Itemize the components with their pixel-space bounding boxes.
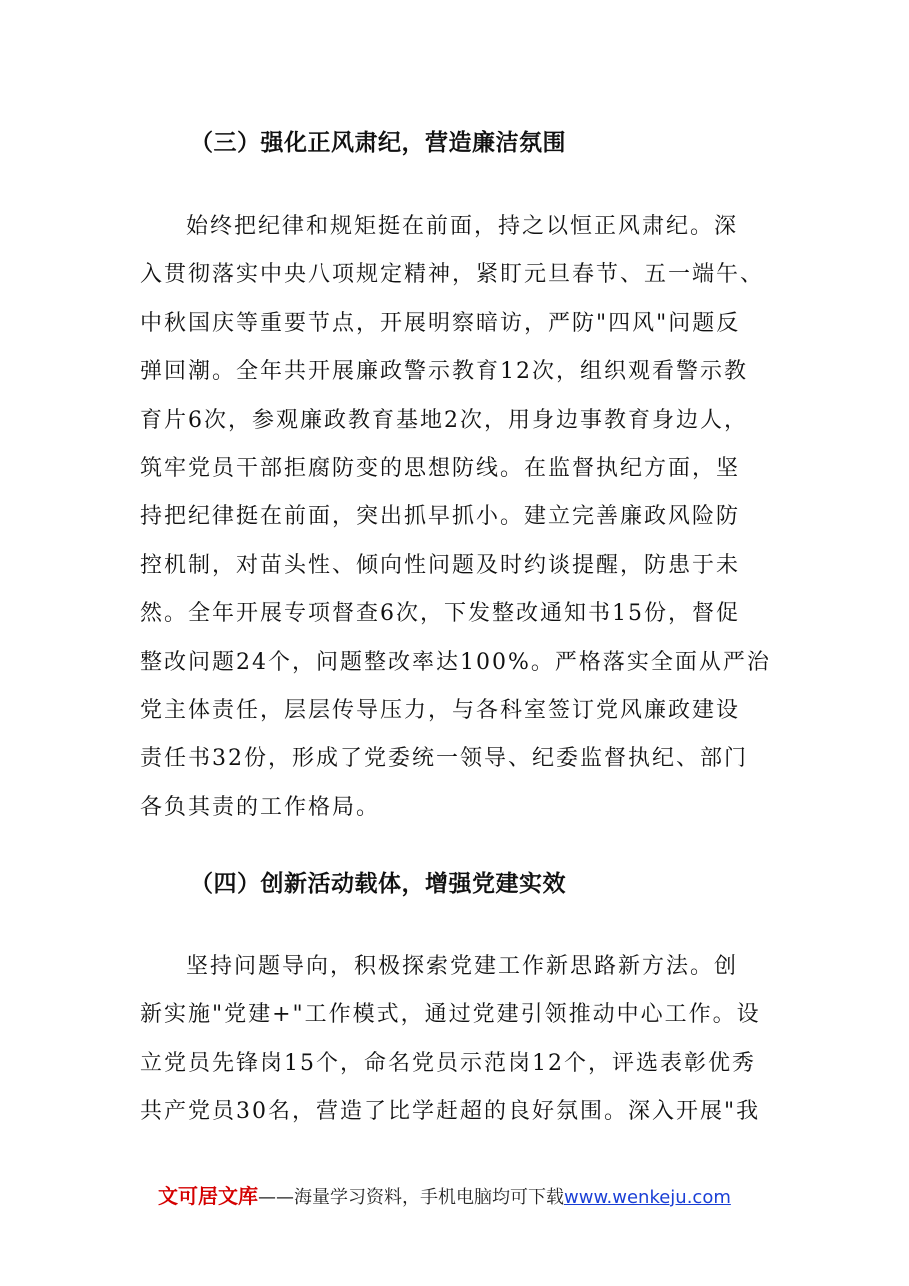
footer-slogan: ——海量学习资料，手机电脑均可下载 (258, 1187, 564, 1208)
paragraph-line: 然。全年开展专项督查6次，下发整改通知书15份，督促 (140, 601, 740, 627)
footer-brand: 文可居文库 (158, 1184, 258, 1208)
paragraph-line: 党主体责任，层层传导压力，与各科室签订党风廉政建设 (140, 697, 741, 723)
section-heading-4: （四）创新活动载体，增强党建实效 (190, 871, 566, 897)
paragraph-line: 整改问题24个，问题整改率达100%。严格落实全面从严治 (140, 649, 771, 675)
paragraph-line: 筑牢党员干部拒腐防变的思想防线。在监督执纪方面，坚 (140, 455, 741, 481)
paragraph-line: 持把纪律挺在前面，突出抓早抓小。建立完善廉政风险防 (140, 504, 741, 530)
paragraph-line: 育片6次，参观廉政教育基地2次，用身边事教育身边人， (140, 407, 748, 433)
paragraph-line: 共产党员30名，营造了比学赶超的良好氛围。深入开展"我 (140, 1099, 761, 1125)
paragraph-line: 中秋国庆等重要节点，开展明察暗访，严防"四风"问题反 (140, 310, 741, 336)
paragraph-section-4 (140, 947, 780, 1141)
paragraph-line: 入贯彻落实中央八项规定精神，紧盯元旦春节、五一端午、 (140, 262, 765, 288)
paragraph-line: 坚持问题导向，积极探索党建工作新思路新方法。创 (186, 954, 739, 979)
section-heading-3: （三）强化正风肃纪，营造廉洁氛围 (190, 130, 566, 156)
paragraph-line: 弹回潮。全年共开展廉政警示教育12次，组织观看警示教 (140, 359, 748, 385)
paragraph-line: 责任书32份，形成了党委统一领导、纪委监督执纪、部门 (140, 746, 748, 772)
paragraph-line: 始终把纪律和规矩挺在前面，持之以恒正风肃纪。深 (186, 214, 739, 239)
footer-banner (158, 1182, 731, 1212)
footer-link[interactable]: www.wenkeju.com (564, 1187, 731, 1208)
paragraph-line: 新实施"党建+"工作模式，通过党建引领推动中心工作。设 (140, 1002, 761, 1028)
paragraph-line: 控机制，对苗头性、倾向性问题及时约谈提醒，防患于未 (140, 552, 741, 578)
paragraph-line: 各负其责的工作格局。 (140, 794, 381, 820)
paragraph-line: 立党员先锋岗15个，命名党员示范岗12个，评选表彰优秀 (140, 1050, 756, 1076)
paragraph-section-3 (140, 207, 780, 836)
